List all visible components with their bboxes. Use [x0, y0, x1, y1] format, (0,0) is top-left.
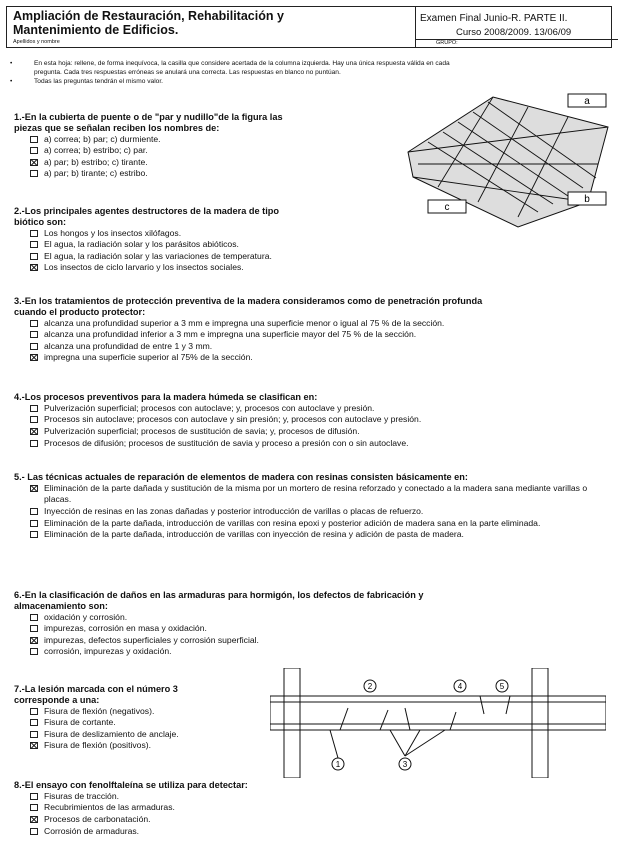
- question-7-option-a[interactable]: Fisura de flexión (negativos).: [14, 706, 264, 718]
- group-label: GRUPO:: [416, 39, 618, 46]
- instructions-line2: pregunta. Cada tres respuestas erróneas se anulará una correcta. Las respuestas en blanco no puntúan.: [34, 69, 341, 76]
- checkbox[interactable]: [30, 440, 38, 447]
- roof-truss-figure: [398, 92, 616, 232]
- checkbox[interactable]: [30, 241, 38, 248]
- question-6-line2: almacenamiento son:: [14, 600, 108, 611]
- question-5-option-b[interactable]: Inyección de resinas en las zonas dañadas y posterior introducción de varillas o placas de refuerzo.: [14, 506, 614, 518]
- checkbox-checked[interactable]: [30, 816, 38, 823]
- question-7-option-b[interactable]: Fisura de cortante.: [14, 717, 264, 729]
- question-6-option-a[interactable]: oxidación y corrosión.: [14, 612, 614, 624]
- checkbox[interactable]: [30, 625, 38, 632]
- checkbox[interactable]: [30, 230, 38, 237]
- question-1-line2: piezas que se señalan reciben los nombres de:: [14, 122, 220, 133]
- question-8-option-c[interactable]: Procesos de carbonatación.: [14, 814, 414, 826]
- checkbox[interactable]: [30, 331, 38, 338]
- question-1-option-c[interactable]: a) par; b) estribo; c) tirante.: [14, 157, 394, 169]
- checkbox-checked[interactable]: [30, 264, 38, 271]
- question-2: [14, 206, 384, 274]
- course-title-line1: Ampliación de Restauración, Rehabilitación y: [13, 9, 284, 23]
- figure-label-1: 1: [335, 760, 341, 769]
- question-3-option-a[interactable]: alcanza una profundidad superior a 3 mm e impregna una superficie menor o igual al 75 % de la sección.: [14, 318, 614, 330]
- question-4-option-d[interactable]: Procesos de difusión; procesos de sustitución de savia y proceso a presión con o sin autoclave.: [14, 438, 614, 450]
- checkbox[interactable]: [30, 719, 38, 726]
- question-4: [14, 392, 614, 449]
- checkbox[interactable]: [30, 614, 38, 621]
- checkbox[interactable]: [30, 405, 38, 412]
- question-5-option-c[interactable]: Eliminación de la parte dañada, introducción de varillas con resina epoxi y posterior adición de madera sana en la parte eliminada.: [14, 518, 614, 530]
- question-8-option-a[interactable]: Fisuras de tracción.: [14, 791, 414, 803]
- question-1-line1: 1.-En la cubierta de puente o de "par y nudillo"de la figura las: [14, 112, 283, 122]
- figure-label-5: 5: [499, 682, 505, 691]
- checkbox[interactable]: [30, 731, 38, 738]
- checkbox[interactable]: [30, 320, 38, 327]
- question-8-option-d[interactable]: Corrosión de armaduras.: [14, 826, 414, 838]
- course-date: Curso 2008/2009. 13/06/09: [456, 27, 572, 38]
- question-8-line1: 8.-El ensayo con fenolftaleína se utiliza para detectar:: [14, 780, 248, 790]
- question-6: [14, 590, 614, 658]
- bullet-icon: •: [10, 60, 13, 67]
- figure-label-c: c: [444, 202, 450, 213]
- question-2-option-d[interactable]: Los insectos de ciclo larvario y los insectos sociales.: [14, 262, 384, 274]
- checkbox-checked[interactable]: [30, 159, 38, 166]
- checkbox-checked[interactable]: [30, 485, 38, 492]
- question-3-option-d[interactable]: impregna una superficie superior al 75% de la sección.: [14, 352, 614, 364]
- question-6-line1: 6.-En la clasificación de daños en las armaduras para hormigón, los defectos de fabricación y: [14, 590, 424, 600]
- figure-label-2: 2: [367, 682, 373, 691]
- question-3-option-b[interactable]: alcanza una profundidad inferior a 3 mm e impregna una superficie mayor del 75 % de la sección.: [14, 329, 614, 341]
- beam-crack-figure: [270, 668, 606, 778]
- name-label: Apellidos y nombre: [13, 39, 60, 45]
- question-7-option-d[interactable]: Fisura de flexión (positivos).: [14, 740, 264, 752]
- question-6-option-b[interactable]: impurezas, corrosión en masa y oxidación.: [14, 623, 614, 635]
- question-7-line1: 7.-La lesión marcada con el número 3: [14, 684, 178, 694]
- question-1-option-b[interactable]: a) correa; b) estribo; c) par.: [14, 145, 394, 157]
- question-5-option-d[interactable]: Eliminación de la parte dañada, introducción de varillas con inyección de resina y adición de pasta de madera.: [14, 529, 614, 541]
- question-1: [14, 112, 394, 180]
- instructions-line3: Todas las preguntas tendrán el mismo valor.: [34, 78, 164, 85]
- header-left-cell: [7, 7, 416, 47]
- checkbox[interactable]: [30, 648, 38, 655]
- checkbox-checked[interactable]: [30, 428, 38, 435]
- question-5-line1: 5.- Las técnicas actuales de reparación de elementos de madera con resinas consisten básicamente en:: [14, 472, 468, 482]
- checkbox-checked[interactable]: [30, 637, 38, 644]
- question-8-option-b[interactable]: Recubrimientos de las armaduras.: [14, 802, 414, 814]
- question-2-option-a[interactable]: Los hongos y los insectos xilófagos.: [14, 228, 384, 240]
- figure-label-b: b: [584, 194, 590, 205]
- checkbox[interactable]: [30, 147, 38, 154]
- question-6-option-c[interactable]: impurezas, defectos superficiales y corrosión superficial.: [14, 635, 614, 647]
- question-2-option-b[interactable]: El agua, la radiación solar y los parásitos abióticos.: [14, 239, 384, 251]
- question-2-line1: 2.-Los principales agentes destructores de la madera de tipo: [14, 206, 279, 216]
- checkbox[interactable]: [30, 793, 38, 800]
- question-3-line2: cuando el producto protector:: [14, 306, 146, 317]
- question-7-option-c[interactable]: Fisura de deslizamiento de anclaje.: [14, 729, 264, 741]
- question-2-option-c[interactable]: El agua, la radiación solar y las variaciones de temperatura.: [14, 251, 384, 263]
- question-4-option-c[interactable]: Pulverización superficial; procesos de sustitución de savia; y, procesos de difusión.: [14, 426, 614, 438]
- question-3-line1: 3.-En los tratamientos de protección preventiva de la madera consideramos como de penetración profunda: [14, 296, 483, 306]
- question-6-option-d[interactable]: corrosión, impurezas y oxidación.: [14, 646, 614, 658]
- checkbox[interactable]: [30, 508, 38, 515]
- course-title: [13, 9, 373, 37]
- checkbox[interactable]: [30, 520, 38, 527]
- question-1-option-a[interactable]: a) correa; b) par; c) durmiente.: [14, 134, 394, 146]
- question-4-line1: 4.-Los procesos preventivos para la madera húmeda se clasifican en:: [14, 392, 318, 402]
- checkbox[interactable]: [30, 804, 38, 811]
- checkbox[interactable]: [30, 170, 38, 177]
- question-3: [14, 296, 614, 364]
- question-1-option-d[interactable]: a) par; b) tirante; c) estribo.: [14, 168, 394, 180]
- checkbox[interactable]: [30, 828, 38, 835]
- question-8: [14, 780, 414, 837]
- question-5-option-a[interactable]: Eliminación de la parte dañada y sustitución de la misma por un mortero de resina reforzado y conectado a la madera sana mediante varillas o placas.: [14, 483, 614, 506]
- question-4-option-b[interactable]: Procesos sin autoclave; procesos con autoclave y sin presión; y, procesos con autoclave y presión.: [14, 414, 614, 426]
- checkbox[interactable]: [30, 253, 38, 260]
- question-5: [14, 472, 614, 541]
- question-7-line2: corresponde a una:: [14, 694, 100, 705]
- figure-label-3: 3: [402, 760, 408, 769]
- exam-title: Examen Final Junio-R. PARTE II.: [420, 13, 568, 24]
- checkbox-checked[interactable]: [30, 742, 38, 749]
- checkbox[interactable]: [30, 343, 38, 350]
- figure-label-a: a: [584, 96, 590, 107]
- checkbox[interactable]: [30, 531, 38, 538]
- checkbox[interactable]: [30, 136, 38, 143]
- question-7: [14, 684, 264, 752]
- checkbox-checked[interactable]: [30, 354, 38, 361]
- bullet-icon: •: [10, 78, 13, 85]
- question-2-line2: biótico son:: [14, 216, 67, 227]
- figure-label-4: 4: [457, 682, 463, 691]
- question-4-option-a[interactable]: Pulverización superficial; procesos con autoclave; y, procesos con autoclave y presión.: [14, 403, 614, 415]
- question-3-option-c[interactable]: alcanza una profundidad de entre 1 y 3 mm.: [14, 341, 614, 353]
- checkbox[interactable]: [30, 416, 38, 423]
- header-right-cell: [416, 7, 611, 47]
- course-title-line2: Mantenimiento de Edificios.: [13, 23, 179, 37]
- exam-header: [6, 6, 612, 48]
- instructions-line1: En esta hoja: rellene, de forma inequívoca, la casilla que considere acertada de la columna izquierda. Hay una única respuesta válida en cada: [34, 60, 450, 67]
- checkbox[interactable]: [30, 708, 38, 715]
